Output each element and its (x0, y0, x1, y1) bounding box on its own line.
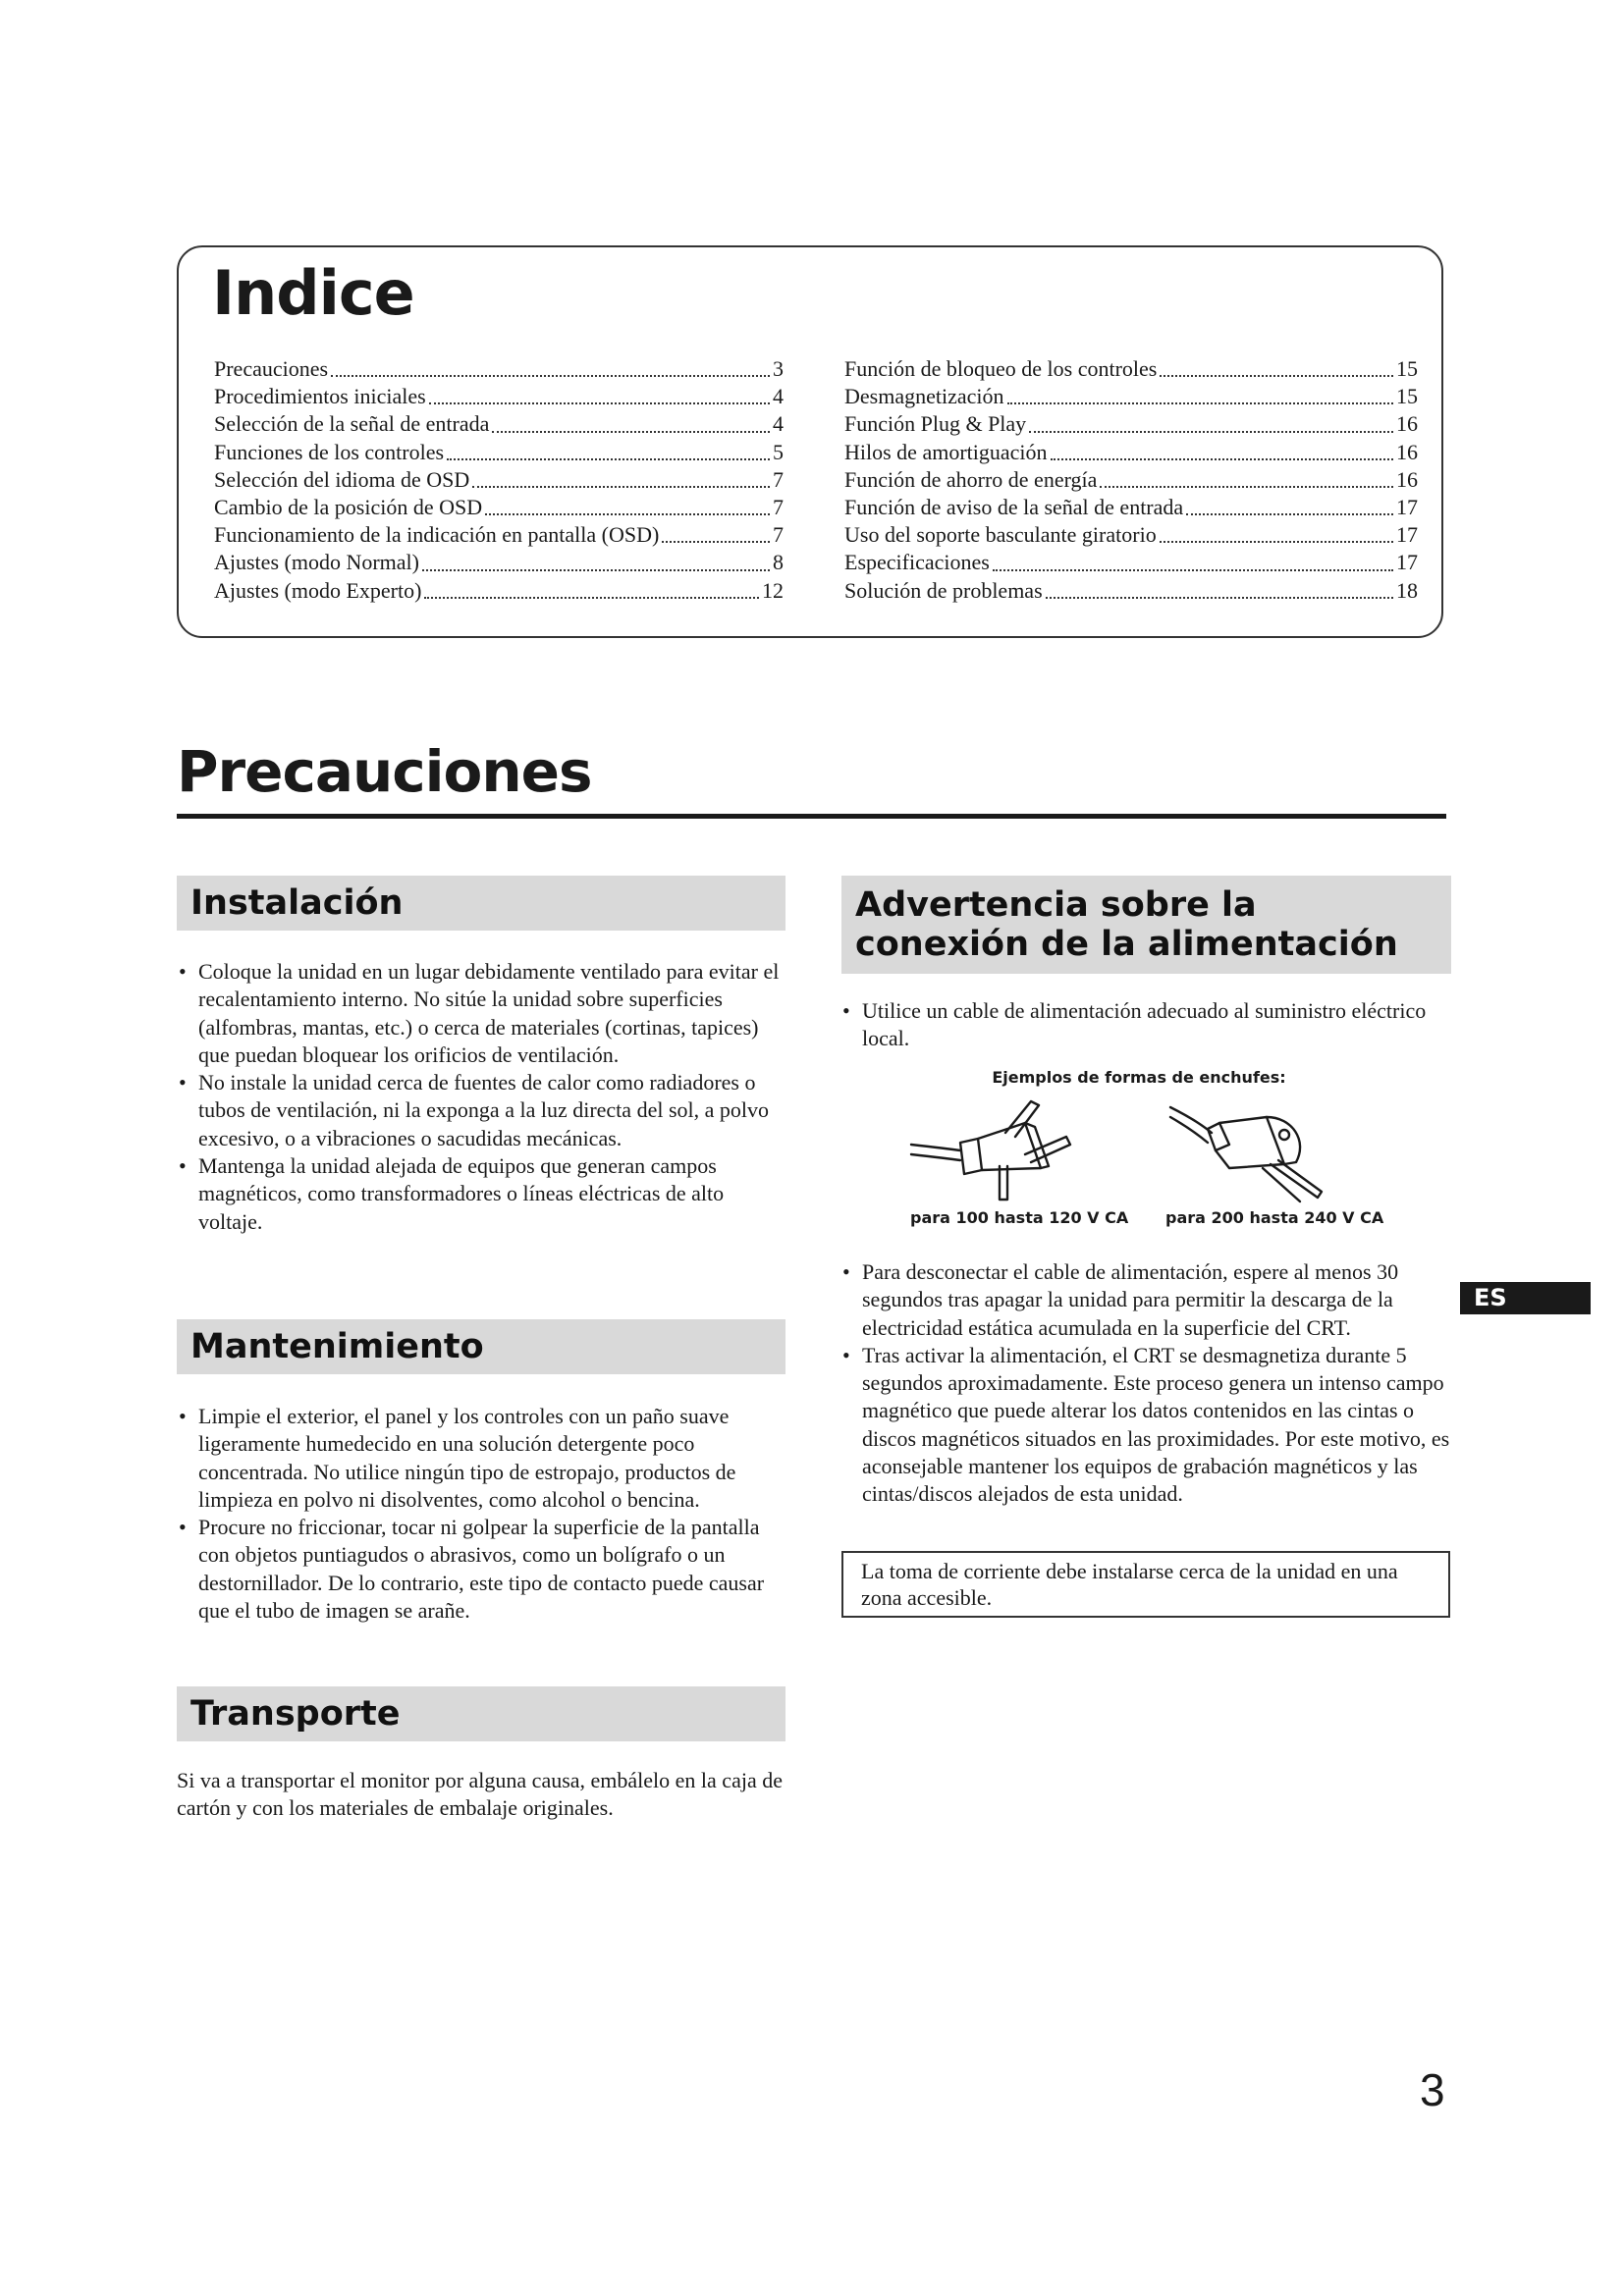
toc-leader (424, 596, 759, 599)
page-number: 3 (1420, 2064, 1445, 2115)
toc-entry (214, 494, 784, 521)
toc-entry (844, 521, 1418, 549)
toc-leader (422, 568, 770, 571)
toc-label: Selección de la señal de entrada (214, 411, 490, 437)
toc-leader (1029, 430, 1393, 433)
index-title: Indice (212, 257, 414, 329)
toc-page: 3 (773, 356, 784, 381)
toc-leader (1046, 596, 1393, 599)
toc-leader (485, 512, 770, 515)
toc-label: Uso del soporte basculante giratorio (844, 522, 1157, 548)
toc-page: 18 (1396, 577, 1418, 603)
advertencia-heading-text (855, 885, 1398, 964)
note-box: La toma de corriente debe instalarse cerca de la unidad en una zona accesible. (841, 1551, 1450, 1618)
toc-page: 15 (1396, 384, 1418, 409)
list-item: • Limpie el exterior, el panel y los controles con un paño suave ligeramente humedecido en una solución detergente poco concentrada. No utilice ningún tipo de estropajo, productos de limpieza en polvo ni disolventes, como alcohol o bencina. (177, 1403, 785, 1514)
toc-entry (844, 577, 1418, 605)
toc-page: 16 (1396, 466, 1418, 492)
list-item: • Utilice un cable de alimentación adecuado al suministro eléctrico local. (840, 997, 1449, 1053)
list-item: • Mantenga la unidad alejada de equipos que generan campos magnéticos, como transformadores o líneas eléctricas de alto voltaje. (177, 1152, 785, 1236)
advertencia-heading (841, 876, 1451, 974)
transporte-text: Si va a transportar el monitor por alguna causa, embálelo en la caja de cartón y con los materiales de embalaje originales. (177, 1768, 783, 1821)
toc-leader (1186, 512, 1393, 515)
toc-leader (1051, 457, 1393, 460)
toc-label: Solución de problemas (844, 577, 1043, 603)
language-tab: ES (1460, 1282, 1591, 1314)
toc-page: 4 (773, 411, 784, 437)
toc-page: 16 (1396, 411, 1418, 437)
plug-label-us: para 100 hasta 120 V CA (910, 1208, 1129, 1227)
toc-entry (214, 410, 784, 438)
instalacion-list (177, 958, 785, 1236)
toc-page: 7 (773, 522, 784, 548)
list-item: • Para desconectar el cable de alimentación, espere al menos 30 segundos tras apagar la unidad para permitir la descarga de la electricidad estática acumulada en la superficie del CRT. (840, 1258, 1451, 1342)
toc-page: 15 (1396, 356, 1418, 381)
toc-entry (214, 521, 784, 549)
toc-page: 5 (773, 439, 784, 464)
toc-label: Función de aviso de la señal de entrada (844, 494, 1184, 519)
toc-leader (662, 540, 770, 543)
plug-us-icon (909, 1094, 1106, 1203)
toc-leader (1100, 485, 1393, 488)
advertencia-list-after (840, 1258, 1451, 1509)
toc-leader (993, 568, 1393, 571)
toc-left-column (214, 355, 784, 605)
toc-leader (1160, 374, 1393, 377)
list-item: • Coloque la unidad en un lugar debidamente ventilado para evitar el recalentamiento interno. No sitúe la unidad sobre superficies (alfombras, mantas, etc.) o cerca de materiales (cortinas, tapices) que puedan bloquear los orificios de ventilación. (177, 958, 785, 1069)
toc-label: Especificaciones (844, 550, 990, 575)
toc-right-column (844, 355, 1418, 605)
toc-entry (844, 410, 1418, 438)
toc-page: 7 (773, 466, 784, 492)
list-item: • Procure no friccionar, tocar ni golpear la superficie de la pantalla con objetos puntiagudos o abrasivos, como un bolígrafo o un destornillador. De lo contrario, este tipo de contacto puede causar que el tubo de imagen se arañe. (177, 1514, 785, 1625)
toc-page: 17 (1396, 494, 1418, 519)
plug-figure-caption: Ejemplos de formas de enchufes: (992, 1068, 1286, 1087)
plug-label-eu: para 200 hasta 240 V CA (1165, 1208, 1384, 1227)
plug-eu-icon (1168, 1094, 1365, 1203)
toc-label: Función de bloqueo de los controles (844, 356, 1158, 381)
toc-entry (214, 466, 784, 494)
list-item: • Tras activar la alimentación, el CRT se desmagnetiza durante 5 segundos aproximadamente. Este proceso genera un intenso campo magnético que puede alterar los datos contenidos en las cintas o discos magnéticos situados en las proximidades. Por este motivo, es aconsejable mantener los equipos de grabación magnéticos y las cintas/discos alejados de esta unidad. (840, 1342, 1451, 1509)
toc-label: Ajustes (modo Experto) (214, 577, 422, 603)
section-title-rule (177, 814, 1446, 819)
toc-leader (331, 374, 770, 377)
toc-label: Cambio de la posición de OSD (214, 494, 483, 519)
toc-label: Selección del idioma de OSD (214, 466, 470, 492)
toc-leader (429, 401, 770, 404)
toc-label: Desmagnetización (844, 384, 1004, 409)
toc-entry (844, 383, 1418, 410)
toc-entry (844, 439, 1418, 466)
toc-leader (1160, 540, 1393, 543)
toc-page: 17 (1396, 522, 1418, 548)
section-title: Precauciones (177, 738, 592, 805)
toc-label: Función de ahorro de energía (844, 466, 1098, 492)
toc-page: 16 (1396, 439, 1418, 464)
toc-entry (844, 549, 1418, 576)
advertencia-list-before (840, 997, 1449, 1053)
advertencia-heading-line2: conexión de la alimentación (855, 925, 1398, 964)
toc-leader (472, 485, 770, 488)
toc-entry (844, 466, 1418, 494)
toc-entry (214, 549, 784, 576)
toc-leader (492, 430, 770, 433)
toc-entry (214, 355, 784, 383)
mantenimiento-heading: Mantenimiento (177, 1319, 785, 1374)
plug-figure (884, 1068, 1394, 1235)
toc-entry (214, 439, 784, 466)
toc-entry (844, 494, 1418, 521)
transporte-heading: Transporte (177, 1686, 785, 1741)
toc-entry (214, 577, 784, 605)
toc-leader (447, 457, 770, 460)
toc-label: Funcionamiento de la indicación en pantalla (OSD) (214, 522, 660, 548)
toc-page: 8 (773, 550, 784, 575)
mantenimiento-list (177, 1403, 785, 1625)
toc-label: Funciones de los controles (214, 439, 445, 464)
toc-label: Hilos de amortiguación (844, 439, 1048, 464)
toc-entry (844, 355, 1418, 383)
toc-label: Procedimientos iniciales (214, 384, 426, 409)
toc-page: 4 (773, 384, 784, 409)
toc-label: Precauciones (214, 356, 329, 381)
instalacion-heading: Instalación (177, 876, 785, 931)
toc-label: Ajustes (modo Normal) (214, 550, 419, 575)
toc-page: 17 (1396, 550, 1418, 575)
toc-leader (1007, 401, 1394, 404)
list-item: • No instale la unidad cerca de fuentes de calor como radiadores o tubos de ventilación, ni la exponga a la luz directa del sol, a polvo excesivo, o a vibraciones o sacudidas mecánicas. (177, 1069, 785, 1152)
toc-page: 7 (773, 494, 784, 519)
advertencia-heading-line1: Advertencia sobre la (855, 885, 1257, 925)
toc-label: Función Plug & Play (844, 411, 1027, 437)
toc-page: 12 (762, 577, 784, 603)
toc-entry (214, 383, 784, 410)
